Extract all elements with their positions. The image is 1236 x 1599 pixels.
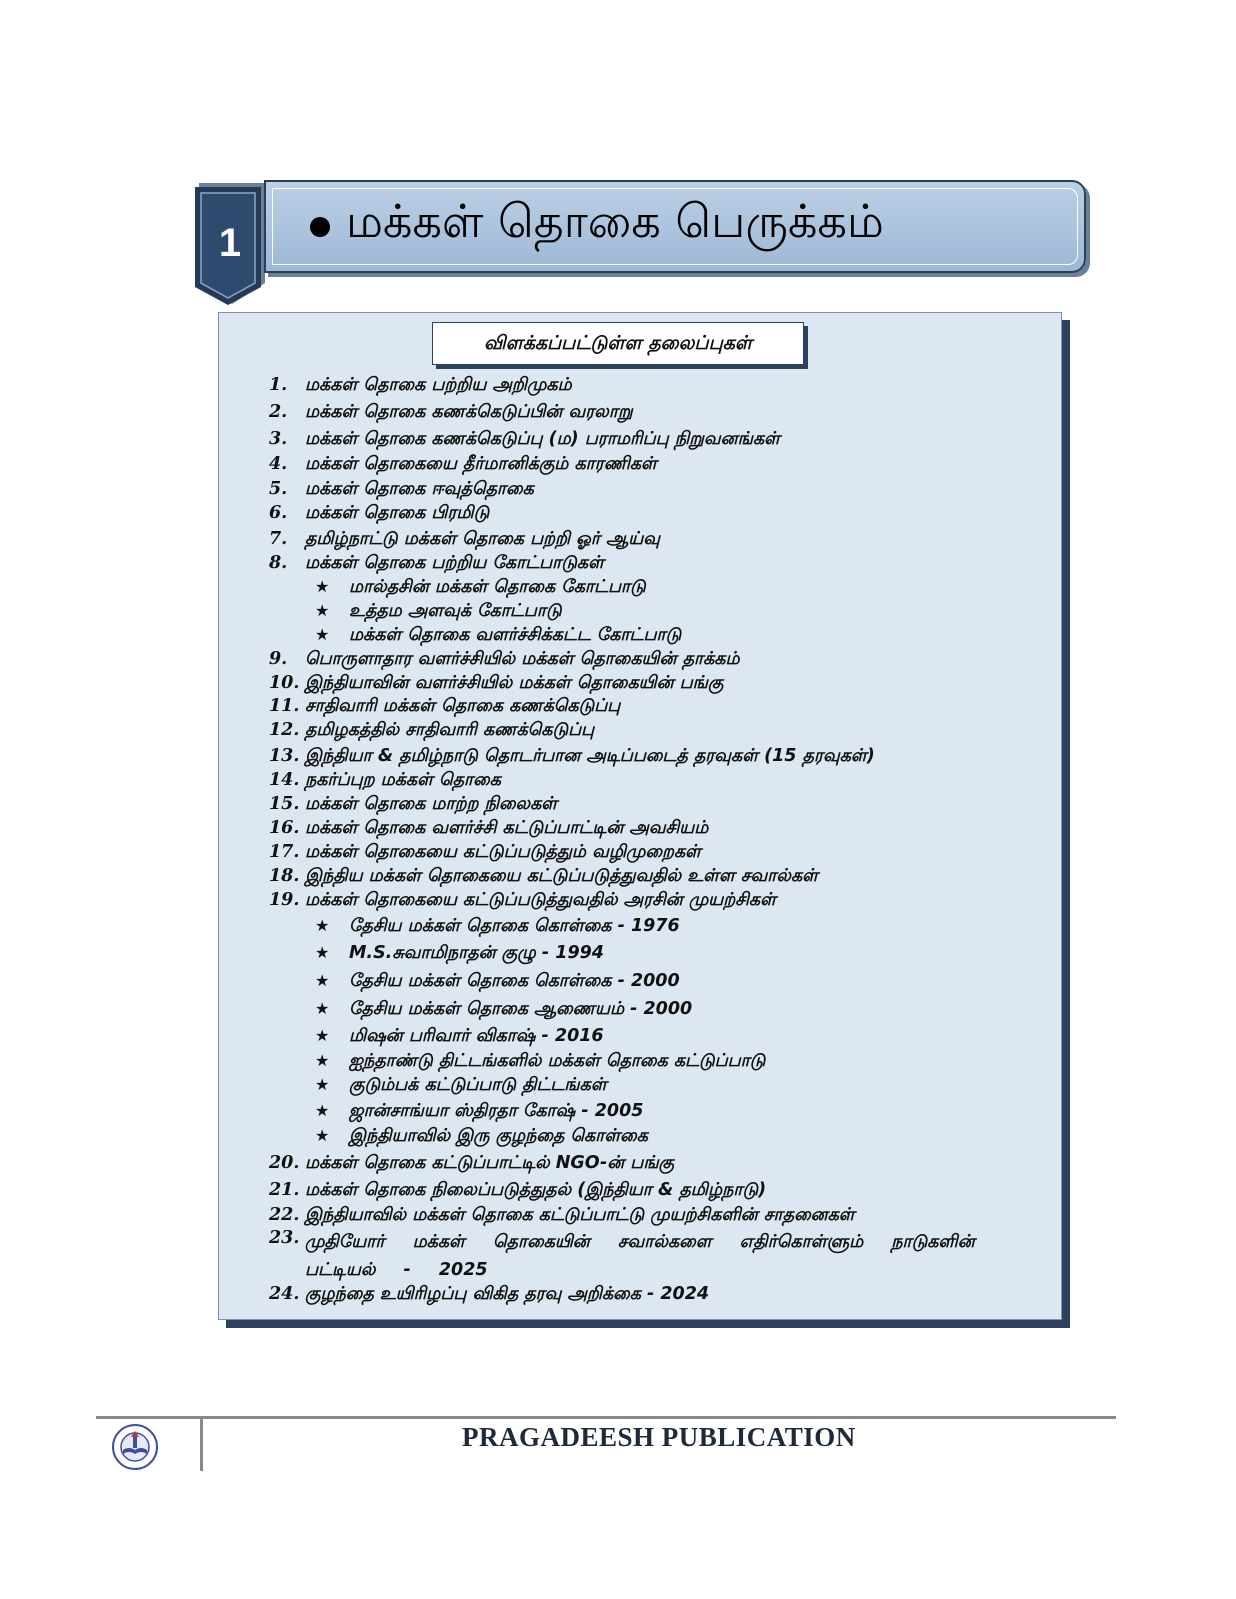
topics-box (218, 312, 1062, 1320)
list-item: 17. மக்கள் தொகையை கட்டுப்படுத்தும் வழிமுறைகள் (269, 842, 701, 862)
sub-list-item: ★ இந்தியாவில் இரு குழந்தை கொள்கை (315, 1126, 648, 1146)
topics-heading: விளக்கப்பட்டுள்ள தலைப்புகள் (432, 322, 804, 365)
sub-list-item: ★ தேசிய மக்கள் தொகை கொள்கை - 2000 (315, 971, 680, 991)
sub-list-item: ★ உத்தம அளவுக் கோட்பாடு (315, 601, 562, 621)
list-item: 5. மக்கள் தொகை ஈவுத்தொகை (269, 479, 534, 499)
publisher-logo (106, 1420, 164, 1474)
star-icon: ★ (315, 916, 330, 935)
sub-list-item: ★ குடும்பக் கட்டுப்பாடு திட்டங்கள் (315, 1075, 607, 1095)
publisher-name: PRAGADEESH PUBLICATION (462, 1422, 856, 1452)
star-icon: ★ (315, 1051, 330, 1070)
list-item: 21. மக்கள் தொகை நிலைப்படுத்துதல் (இந்தியா & தமிழ்நாடு) (269, 1180, 767, 1200)
sub-list-item: ★ M.S.சுவாமிநாதன் குழு - 1994 (315, 943, 604, 963)
list-item: 15. மக்கள் தொகை மாற்ற நிலைகள் (269, 794, 558, 814)
bullet-icon (310, 217, 330, 237)
list-item: 1. மக்கள் தொகை பற்றிய அறிமுகம் (269, 375, 572, 395)
list-item: 20. மக்கள் தொகை கட்டுப்பாட்டில் NGO-ன் பங்கு (269, 1153, 675, 1173)
list-item: 8. மக்கள் தொகை பற்றிய கோட்பாடுகள் (269, 553, 604, 573)
sub-list-item: ★ தேசிய மக்கள் தொகை கொள்கை - 1976 (315, 916, 680, 936)
list-item: 13. இந்தியா & தமிழ்நாடு தொடர்பான அடிப்படைத் தரவுகள் (15 தரவுகள்) (269, 746, 875, 766)
sub-list-item: ★ மக்கள் தொகை வளர்ச்சிக்கட்ட கோட்பாடு (315, 625, 682, 645)
list-item: 9. பொருளாதார வளர்ச்சியில் மக்கள் தொகையின் தாக்கம் (269, 649, 740, 669)
list-item: 23. முதியோர் மக்கள் தொகையின் சவால்களை எதிர்கொள்ளும் நாடுகளின் பட்டியல் - 2025 (269, 1228, 975, 1280)
list-item: 11. சாதிவாரி மக்கள் தொகை கணக்கெடுப்பு (269, 696, 621, 716)
star-icon: ★ (315, 1126, 330, 1145)
chapter-number-badge (195, 183, 269, 305)
list-item: 19. மக்கள் தொகையை கட்டுப்படுத்துவதில் அரசின் முயற்சிகள் (269, 890, 776, 910)
star-icon: ★ (315, 625, 330, 644)
sub-list-item: ★ மிஷன் பரிவார் விகாஷ் - 2016 (315, 1026, 604, 1046)
footer-rule (96, 1416, 1116, 1419)
list-item: 12. தமிழகத்தில் சாதிவாரி கணக்கெடுப்பு (269, 720, 595, 740)
sub-list-item: ★ மால்தசின் மக்கள் தொகை கோட்பாடு (315, 577, 646, 597)
list-item: 10. இந்தியாவின் வளர்ச்சியில் மக்கள் தொகையின் பங்கு (269, 673, 724, 693)
star-icon: ★ (315, 601, 330, 620)
star-icon: ★ (315, 971, 330, 990)
list-item: 16. மக்கள் தொகை வளர்ச்சி கட்டுப்பாட்டின் அவசியம் (269, 818, 709, 838)
star-icon: ★ (315, 1026, 330, 1045)
list-item: 6. மக்கள் தொகை பிரமிடு (269, 503, 490, 523)
star-icon: ★ (315, 577, 330, 596)
list-item: 2. மக்கள் தொகை கணக்கெடுப்பின் வரலாறு (269, 402, 633, 422)
list-item: 4. மக்கள் தொகையை தீர்மானிக்கும் காரணிகள் (269, 454, 657, 474)
sub-list-item: ★ ஐந்தாண்டு திட்டங்களில் மக்கள் தொகை கட்டுப்பாடு (315, 1051, 766, 1071)
star-icon: ★ (315, 1101, 330, 1120)
list-item: 22. இந்தியாவில் மக்கள் தொகை கட்டுப்பாட்டு முயற்சிகளின் சாதனைகள் (269, 1205, 855, 1225)
footer-divider (200, 1419, 203, 1471)
list-item: 3. மக்கள் தொகை கணக்கெடுப்பு (ம) பராமரிப்பு நிறுவனங்கள் (269, 429, 780, 449)
chapter-number: 1 (218, 221, 242, 265)
sub-list-item: ★ தேசிய மக்கள் தொகை ஆணையம் - 2000 (315, 999, 693, 1019)
chapter-title-bar (264, 180, 1086, 273)
star-icon: ★ (315, 999, 330, 1018)
star-icon: ★ (315, 1075, 330, 1094)
list-item: 18. இந்திய மக்கள் தொகையை கட்டுப்படுத்துவதில் உள்ள சவால்கள் (269, 866, 818, 886)
sub-list-item: ★ ஜான்சாங்யா ஸ்திரதா கோஷ் - 2005 (315, 1101, 644, 1121)
chapter-title: மக்கள் தொகை பெருக்கம் (346, 194, 884, 248)
list-item: 14. நகர்ப்புற மக்கள் தொகை (269, 770, 501, 790)
list-item: 24. குழந்தை உயிரிழப்பு விகித தரவு அறிக்கை - 2024 (269, 1284, 710, 1304)
star-icon: ★ (315, 943, 330, 962)
list-item: 7. தமிழ்நாட்டு மக்கள் தொகை பற்றி ஓர் ஆய்வு (269, 529, 660, 549)
